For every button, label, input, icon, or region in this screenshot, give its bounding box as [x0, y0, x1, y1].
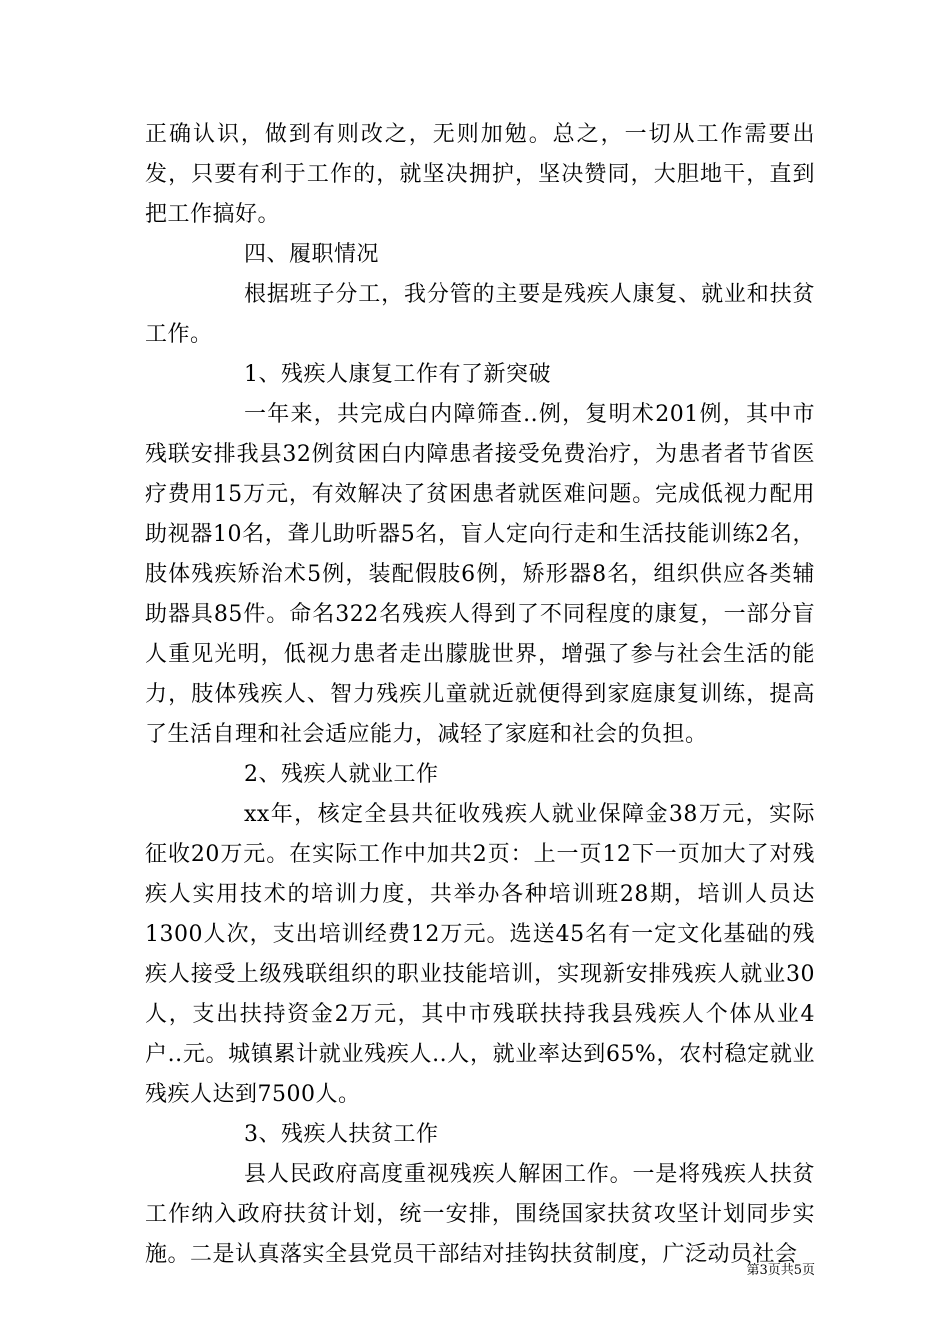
paragraph-continuation: 正确认识，做到有则改之，无则加勉。总之，一切从工作需要出发，只要有利于工作的，就坚决拥护，坚决赞同，大胆地干，直到把工作搞好。 [145, 122, 815, 227]
subheading-rehabilitation: 1、残疾人康复工作有了新突破 [244, 362, 551, 387]
section-heading-performance: 四、履职情况 [244, 242, 380, 267]
paragraph-responsibilities: 根据班子分工，我分管的主要是残疾人康复、就业和扶贫工作。 [145, 282, 815, 347]
document-body [145, 115, 815, 1275]
paragraph-rehabilitation: 一年来，共完成白内障筛查..例，复明术201例，其中市残联安排我县32例贫困白内障患者接受免费治疗，为患者者节省医疗费用15万元，有效解决了贫困患者就医难问题。完成低视力配用助视器10名，聋儿助听器5名，盲人定向行走和生活技能训练2名，肢体残疾矫治术5例，装配假肢6例，矫形器8名，组织供应各类辅助器具85件。命名322名残疾人得到了不同程度的康复，一部分盲人重见光明，低视力患者走出朦胧世界，增强了参与社会生活的能力，肢体残疾人、智力残疾儿童就近就便得到家庭康复训练，提高了生活自理和社会适应能力，减轻了家庭和社会的负担。 [145, 402, 815, 747]
paragraph-employment: xx年，核定全县共征收残疾人就业保障金38万元，实际征收20万元。在实际工作中加共2页：上一页12下一页加大了对残疾人实用技术的培训力度，共举办各种培训班28期，培训人员达1300人次，支出培训经费12万元。选送45名有一定文化基础的残疾人接受上级残联组织的职业技能培训，实现新安排残疾人就业30人，支出扶持资金2万元，其中市残联扶持我县残疾人个体从业4户..元。城镇累计就业残疾人..人，就业率达到65%，农村稳定就业残疾人达到7500人。 [145, 802, 815, 1107]
paragraph-poverty-relief: 县人民政府高度重视残疾人解困工作。一是将残疾人扶贫工作纳入政府扶贫计划，统一安排，围绕国家扶贫攻坚计划同步实施。二是认真落实全县党员干部结对挂钩扶贫制度，广泛动员社会 [145, 1162, 815, 1267]
subheading-employment: 2、残疾人就业工作 [244, 762, 439, 787]
subheading-poverty-relief: 3、残疾人扶贫工作 [244, 1122, 439, 1147]
page-number-footer: 第3页共5页 [746, 1263, 815, 1278]
